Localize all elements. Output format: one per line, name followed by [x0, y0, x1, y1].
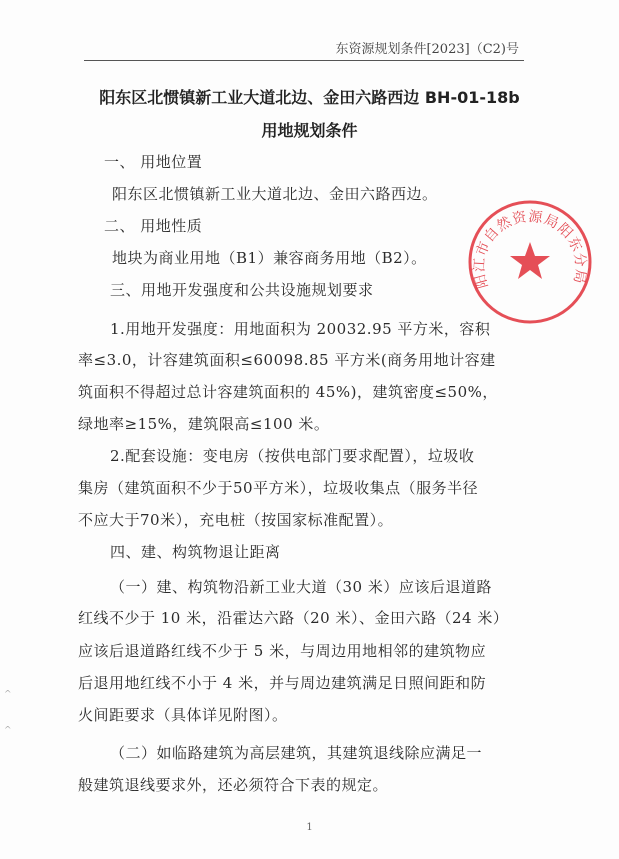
paragraph-line: 1.用地开发强度：用地面积为 20032.95 平方米，容积 [110, 320, 491, 338]
paragraph-line: 筑面积不得超过总计容建筑面积的 45%)，建筑密度≤50%， [78, 383, 498, 401]
paragraph-line: 火间距要求（具体详见附图）。 [78, 706, 288, 724]
page-number: 1 [306, 822, 313, 833]
section-heading-setback: 四、建、构筑物退让距离 [110, 543, 281, 561]
svg-text:阳江市自然资源局阳东分局: 阳江市自然资源局阳东分局 [471, 208, 589, 291]
document-title: 阳东区北惯镇新工业大道北边、金田六路西边 BH-01-18b [99, 88, 520, 107]
paragraph-line: 不应大于70米），充电桩（按国家标准配置）。 [78, 511, 394, 529]
seal-star-icon [510, 242, 550, 279]
header-rule [84, 60, 524, 61]
paragraph-line: 应该后退道路红线不少于 5 米，与周边用地相邻的建筑物应 [78, 642, 487, 660]
margin-mark: ^ [4, 690, 12, 700]
paragraph-line: 阳东区北惯镇新工业大道北边、金田六路西边。 [112, 185, 438, 203]
paragraph-line: 集房（建筑面积不少于50平方米），垃圾收集点（服务半径 [78, 479, 479, 497]
document-subtitle: 用地规划条件 [261, 121, 358, 140]
paragraph-line: （一）建、构筑物沿新工业大道（30 米）应该后退道路 [110, 578, 492, 596]
paragraph-line: （二）如临路建筑为高层建筑，其建筑退线除应满足一 [110, 744, 483, 762]
paragraph-line: 后退用地红线不小于 4 米，并与周边建筑满足日照间距和防 [78, 674, 487, 692]
section-heading-land-use: 二、 用地性质 [104, 217, 203, 235]
section-heading-location: 一、 用地位置 [104, 153, 203, 171]
document-reference-number: 东资源规划条件[2023]（C2)号 [335, 42, 519, 57]
paragraph-line: 2.配套设施：变电房（按供电部门要求配置），垃圾收 [110, 447, 475, 465]
section-heading-intensity: 三、用地开发强度和公共设施规划要求 [110, 281, 374, 299]
official-seal-stamp [466, 198, 594, 326]
paragraph-line: 红线不少于 10 米，沿霍达六路（20 米）、金田六路（24 米） [78, 609, 509, 627]
margin-mark: ^ [4, 726, 12, 736]
paragraph-line: 率≤3.0，计容建筑面积≤60098.85 平方米(商务用地计容建 [78, 351, 496, 369]
paragraph-line: 绿地率≥15%，建筑限高≤100 米。 [78, 415, 330, 433]
paragraph-line: 地块为商业用地（B1）兼容商务用地（B2）。 [112, 249, 427, 267]
paragraph-line: 般建筑退线要求外，还必须符合下表的规定。 [78, 776, 389, 794]
